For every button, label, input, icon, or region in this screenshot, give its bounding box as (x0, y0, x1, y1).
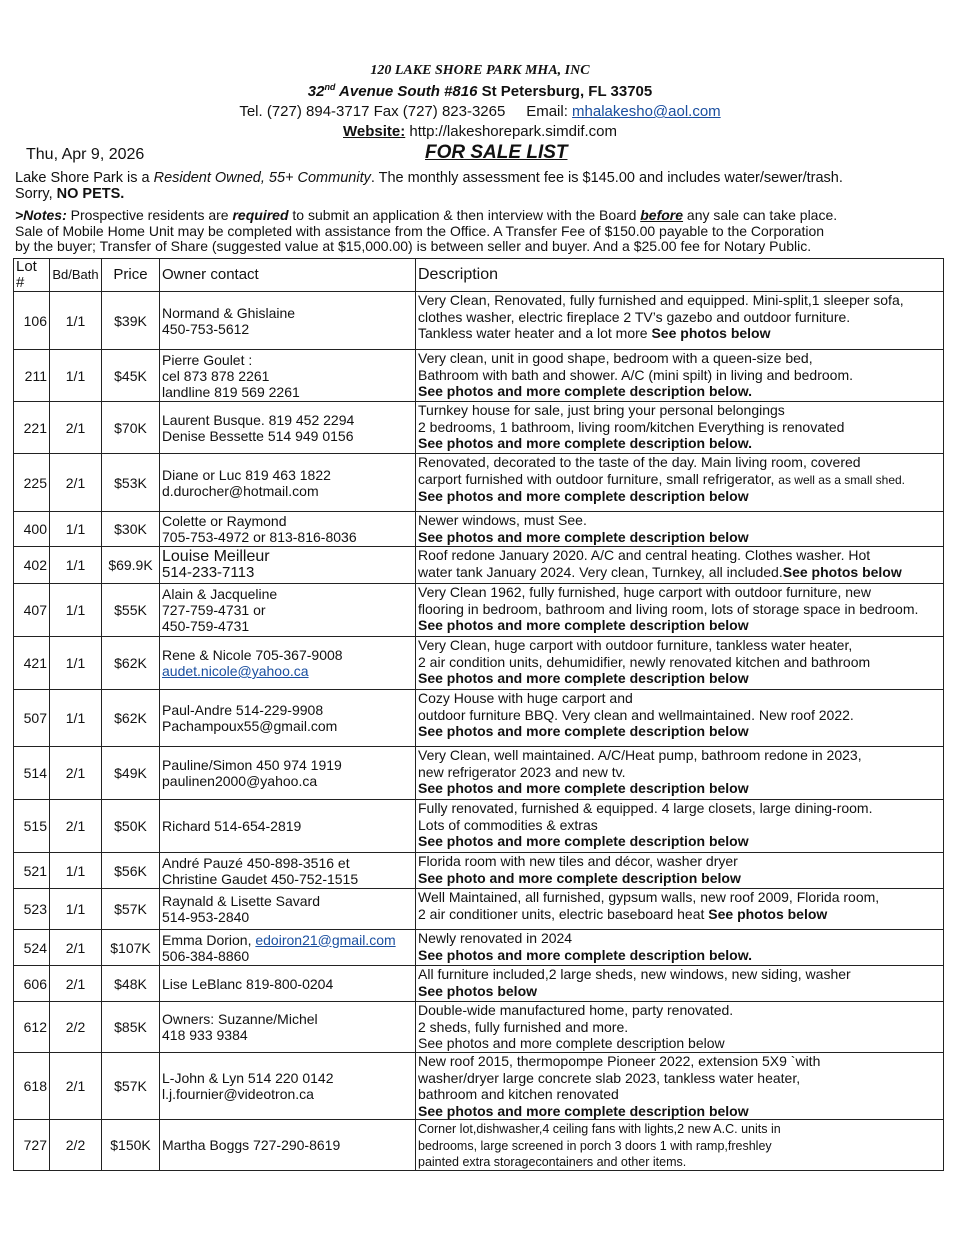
description-line: Very Clean 1962, fully furnished, huge carport with outdoor furniture, new (418, 584, 871, 600)
table-row (14, 747, 944, 800)
owner-contact (160, 350, 416, 402)
org-name: 120 LAKE SHORE PARK MHA, INC (370, 63, 590, 78)
bed-bath: 2/1 (50, 800, 102, 853)
header-description: Description (416, 259, 944, 292)
owner-line: Lise LeBlanc 819-800-0204 (162, 975, 334, 992)
see-photos-link[interactable]: See photos and more complete description below (418, 528, 749, 545)
description-line: Lots of commodities & extras (418, 816, 598, 833)
see-photos-link[interactable]: See photos and more complete description below. (418, 435, 752, 451)
bed-bath: 1/1 (50, 853, 102, 889)
header-owner: Owner contact (160, 259, 416, 292)
table-row (14, 454, 944, 512)
description-line: Renovated, decorated to the taste of the day. Main living room, covered (418, 454, 861, 470)
bed-bath: 2/1 (50, 930, 102, 966)
owner-line: 506-384-8860 (162, 947, 250, 964)
description-line: Double-wide manufactured home, party renovated. (418, 1002, 734, 1018)
price: $39K (102, 292, 160, 350)
lot-number: 618 (14, 1053, 50, 1120)
description (416, 350, 944, 402)
table-row (14, 512, 944, 547)
description (416, 454, 944, 512)
bed-bath: 2/1 (50, 402, 102, 454)
description-line: new refrigerator 2023 and new tv. (418, 763, 626, 780)
price: $50K (102, 800, 160, 853)
owner-line: Rene & Nicole 705-367-9008 (162, 647, 343, 663)
price: $49K (102, 747, 160, 800)
description-line: painted extra storagecontainers and other items. (418, 1155, 687, 1169)
description-line: 2 air conditioner units, electric baseboard heat (418, 905, 709, 922)
bed-bath: 1/1 (50, 637, 102, 690)
description-line: All furniture included,2 large sheds, new windows, new siding, washer (418, 966, 851, 982)
contact-line: Tel. (727) 894-3717 Fax (727) 823-3265 Email: mhalakesho@aol.com (239, 103, 721, 120)
owner-contact (160, 1002, 416, 1053)
lot-number: 612 (14, 1002, 50, 1053)
owner-contact (160, 930, 416, 966)
address: 32nd Avenue South #816 St Petersburg, FL 33705 (307, 82, 653, 100)
header-lot: Lot # (14, 259, 50, 292)
description-line: Well Maintained, all furnished, gypsum walls, new roof 2009, Florida room, (418, 889, 880, 905)
lot-number: 606 (14, 966, 50, 1002)
header-bdbath: Bd/Bath (50, 259, 102, 292)
lot-number: 521 (14, 853, 50, 889)
description-line: 2 sheds, fully furnished and more. (418, 1018, 629, 1035)
bed-bath: 1/1 (50, 547, 102, 584)
bed-bath: 2/1 (50, 747, 102, 800)
owner-line: 727-759-4731 or (162, 602, 266, 618)
owner-line: Diane or Luc 819 463 1822 (162, 466, 331, 483)
description-line: Very Clean, well maintained. A/C/Heat pump, bathroom redone in 2023, (418, 747, 862, 763)
table-row (14, 547, 944, 584)
owner-contact (160, 637, 416, 690)
description (416, 966, 944, 1002)
owner-line: Pierre Goulet : (162, 351, 253, 368)
table-row (14, 350, 944, 402)
owner-line: l.j.fournier@videotron.ca (162, 1086, 314, 1102)
header-price: Price (102, 259, 160, 292)
owner-line: Raynald & Lisette Savard (162, 893, 320, 909)
owner-contact (160, 402, 416, 454)
owner-line: Laurent Busque. 819 452 2294 (162, 411, 355, 428)
price: $70K (102, 402, 160, 454)
owner-line: 418 933 9384 (162, 1027, 248, 1043)
table-row (14, 889, 944, 930)
owner-contact (160, 512, 416, 547)
bed-bath: 2/1 (50, 966, 102, 1002)
description (416, 800, 944, 853)
see-photos-link[interactable]: See photo and more complete description below (418, 869, 741, 886)
owner-line: 450-759-4731 (162, 618, 250, 634)
description (416, 1053, 944, 1120)
see-photos-link[interactable]: See photos below (782, 563, 902, 580)
owner-line: Pauline/Simon 450 974 1919 (162, 757, 342, 773)
description (416, 930, 944, 966)
lot-number: 211 (14, 350, 50, 402)
owner-contact (160, 547, 416, 584)
description-line: Corner lot,dishwasher,4 ceiling fans with lights,2 new A.C. units in (418, 1122, 781, 1136)
price: $62K (102, 690, 160, 747)
lot-number: 524 (14, 930, 50, 966)
table-row (14, 966, 944, 1002)
bed-bath: 1/1 (50, 512, 102, 547)
owner-line: paulinen2000@yahoo.ca (162, 773, 318, 789)
owner-contact (160, 292, 416, 350)
owner-line: cel 873 878 2261 (162, 367, 270, 384)
lot-number: 523 (14, 889, 50, 930)
bed-bath: 1/1 (50, 584, 102, 637)
owner-contact (160, 1120, 416, 1171)
description-note: as well as a small shed. (778, 472, 906, 487)
see-photos-link[interactable]: See photos and more complete description below (418, 1102, 749, 1119)
description-line: Very clean, unit in good shape, bedroom with a queen-size bed, (418, 350, 813, 366)
table-row (14, 1120, 944, 1171)
owner-line: landline 819 569 2261 (162, 383, 300, 400)
bed-bath: 1/1 (50, 889, 102, 930)
lot-number: 514 (14, 747, 50, 800)
table-row (14, 292, 944, 350)
bed-bath: 1/1 (50, 690, 102, 747)
table-row (14, 1053, 944, 1120)
bed-bath: 1/1 (50, 292, 102, 350)
owner-name: Emma Dorion, (162, 931, 256, 948)
table-row (14, 637, 944, 690)
description (416, 402, 944, 454)
page-title: FOR SALE LIST (425, 142, 568, 163)
lot-number: 727 (14, 1120, 50, 1171)
description-line: 2 air condition units, dehumidifier, newly renovated kitchen and bathroom (418, 653, 871, 670)
table-row (14, 402, 944, 454)
lot-number: 106 (14, 292, 50, 350)
lot-number: 407 (14, 584, 50, 637)
owner-line: d.durocher@hotmail.com (162, 482, 319, 499)
description-line: See photos and more complete description below (418, 1035, 725, 1051)
owner-line: 514-233-7113 (162, 564, 255, 581)
table-header-row (14, 259, 944, 292)
owner-line: Paul-Andre 514-229-9908 (162, 702, 324, 718)
description (416, 512, 944, 547)
table-row (14, 800, 944, 853)
owner-contact (160, 690, 416, 747)
description-line: Cozy House with huge carport and (418, 690, 633, 706)
see-photos-link[interactable]: See photos and more complete description below (418, 723, 749, 739)
description (416, 292, 944, 350)
price: $107K (102, 930, 160, 966)
see-photos-link[interactable]: See photos below (651, 325, 771, 341)
bed-bath: 2/1 (50, 1053, 102, 1120)
owner-line: André Pauzé 450-898-3516 et (162, 854, 350, 871)
owner-contact (160, 966, 416, 1002)
description-line: bedrooms, large screened in porch 3 doors 1 with ramp,freshley (418, 1138, 772, 1153)
owner-contact (160, 800, 416, 853)
description (416, 889, 944, 930)
owner-line: L-John & Lyn 514 220 0142 (162, 1070, 334, 1086)
owner-line: Colette or Raymond (162, 513, 287, 529)
description-line: Turnkey house for sale, just bring your personal belongings (418, 402, 785, 418)
see-photos-link[interactable]: See photos and more complete description below (418, 780, 749, 796)
description-line: outdoor furniture BBQ. Very clean and wellmaintained. New roof 2022. (418, 706, 854, 723)
price: $53K (102, 454, 160, 512)
owner-line: Pachampoux55@gmail.com (162, 718, 338, 734)
description-line: flooring in bedroom, bathroom and living room, lots of storage space in bedroom. (418, 600, 919, 617)
price: $62K (102, 637, 160, 690)
lot-number: 225 (14, 454, 50, 512)
price: $45K (102, 350, 160, 402)
description-line: washer/dryer large concrete slab 2023, tankless water heater, (418, 1069, 801, 1086)
description-line: Florida room with new tiles and décor, washer dryer (418, 853, 738, 869)
description-line: Newly renovated in 2024 (418, 930, 573, 946)
description-line: Very Clean, Renovated, fully furnished and equipped. Mini-split,1 sleeper sofa, (418, 292, 904, 308)
owner-line: Martha Boggs 727-290-8619 (162, 1136, 341, 1153)
owner-contact (160, 747, 416, 800)
price: $57K (102, 1053, 160, 1120)
owner-contact (160, 889, 416, 930)
description-line: Bathroom with bath and shower. A/C (mini spilt) in living and bedroom. (418, 366, 853, 383)
price: $57K (102, 889, 160, 930)
see-photos-link[interactable]: See photos and more complete description below. (418, 946, 752, 963)
intro-paragraph: Lake Shore Park is a Resident Owned, 55+ Community. The monthly assessment fee is $145.00 and includes water/sewer/trash. Sorry, NO PETS. (15, 170, 843, 202)
owner-contact (160, 853, 416, 889)
price: $48K (102, 966, 160, 1002)
owner-line: Alain & Jacqueline (162, 586, 278, 602)
bed-bath: 2/1 (50, 454, 102, 512)
price: $85K (102, 1002, 160, 1053)
lot-number: 221 (14, 402, 50, 454)
website-url[interactable]: http://lakeshorepark.simdif.com (405, 123, 617, 140)
price: $55K (102, 584, 160, 637)
see-photos-link[interactable]: See photos below (708, 905, 828, 922)
price: $30K (102, 512, 160, 547)
description (416, 747, 944, 800)
table-row (14, 690, 944, 747)
description (416, 853, 944, 889)
table-row (14, 853, 944, 889)
description-line: carport furnished with outdoor furniture, small refrigerator, (418, 470, 779, 487)
description (416, 584, 944, 637)
description-line: Roof redone January 2020. A/C and central heating. Clothes washer. Hot (418, 547, 871, 563)
description (416, 1120, 944, 1171)
description-line: bathroom and kitchen renovated (418, 1086, 619, 1102)
bed-bath: 2/2 (50, 1120, 102, 1171)
description-line: Tankless water heater and a lot more (418, 325, 652, 341)
bed-bath: 1/1 (50, 350, 102, 402)
owner-line: Richard 514-654-2819 (162, 818, 302, 834)
website-line: Website: http://lakeshorepark.simdif.com (343, 123, 617, 140)
description-line: Newer windows, must See. (418, 512, 587, 528)
owner-line: 450-753-5612 (162, 320, 250, 337)
see-photos-link[interactable]: See photos and more complete description below (418, 670, 749, 686)
lot-number: 507 (14, 690, 50, 747)
description (416, 1002, 944, 1053)
email-link[interactable]: mhalakesho@aol.com (572, 103, 721, 120)
notes-paragraph: >Notes: Prospective residents are required to submit an application & then interview with the Board before any sale can take place. Sale of Mobile Home Unit may be completed with assistance from the Office. A Transfer Fee of $150.00 payable to the Corporation by the buyer; Transfer of Share (suggested value at $15,000.00) is between seller and buyer. And a $25.00 fee for Notary Public. (15, 207, 838, 254)
see-photos-link[interactable]: See photos and more complete description below (418, 488, 749, 504)
description-line: Very Clean, huge carport with outdoor furniture, tankless water heater, (418, 637, 853, 653)
description (416, 690, 944, 747)
owner-line: Denise Bessette 514 949 0156 (162, 427, 354, 444)
see-photos-link[interactable]: See photos and more complete description below. (418, 383, 752, 399)
price: $69.9K (102, 547, 160, 584)
table-row (14, 930, 944, 966)
lot-number: 421 (14, 637, 50, 690)
see-photos-link[interactable]: See photos below (418, 982, 538, 999)
table-row (14, 1002, 944, 1053)
description (416, 637, 944, 690)
owner-line: 514-953-2840 (162, 909, 250, 925)
see-photos-link[interactable]: See photos and more complete description below (418, 617, 749, 633)
description-line: clothes washer, electric fireplace 2 TV’s gazebo and outdoor furniture. (418, 308, 851, 325)
owner-line: Owners: Suzanne/Michel (162, 1011, 318, 1027)
list-date: Thu, Apr 9, 2026 (26, 146, 145, 163)
price: $150K (102, 1120, 160, 1171)
lot-number: 400 (14, 512, 50, 547)
owner-line: Louise Meilleur (162, 548, 270, 565)
lot-number: 515 (14, 800, 50, 853)
owner-line: Christine Gaudet 450-752-1515 (162, 870, 359, 887)
description (416, 547, 944, 584)
phone-fax: Tel. (727) 894-3717 Fax (727) 823-3265 (239, 103, 506, 120)
description-line: water tank January 2024. Very clean, Turnkey, all included. (418, 563, 783, 580)
description-line: Fully renovated, furnished & equipped. 4 large closets, large dining-room. (418, 800, 873, 816)
owner-email-link[interactable]: audet.nicole@yahoo.ca (162, 663, 309, 679)
price: $56K (102, 853, 160, 889)
bed-bath: 2/2 (50, 1002, 102, 1053)
owner-line: 705-753-4972 or 813-816-8036 (162, 529, 357, 545)
owner-line: Normand & Ghislaine (162, 304, 296, 321)
table-row (14, 584, 944, 637)
for-sale-table (13, 258, 944, 1171)
owner-contact (160, 1053, 416, 1120)
description-line: New roof 2015, thermopompe Pioneer 2022, extension 5X9 `with (418, 1053, 821, 1069)
see-photos-link[interactable]: See photos and more complete description below (418, 833, 749, 849)
description-line: 2 bedrooms, 1 bathroom, living room/kitchen Everything is renovated (418, 418, 845, 435)
lot-number: 402 (14, 547, 50, 584)
owner-email-link[interactable]: edoiron21@gmail.com (255, 931, 396, 948)
owner-contact (160, 584, 416, 637)
owner-contact (160, 454, 416, 512)
